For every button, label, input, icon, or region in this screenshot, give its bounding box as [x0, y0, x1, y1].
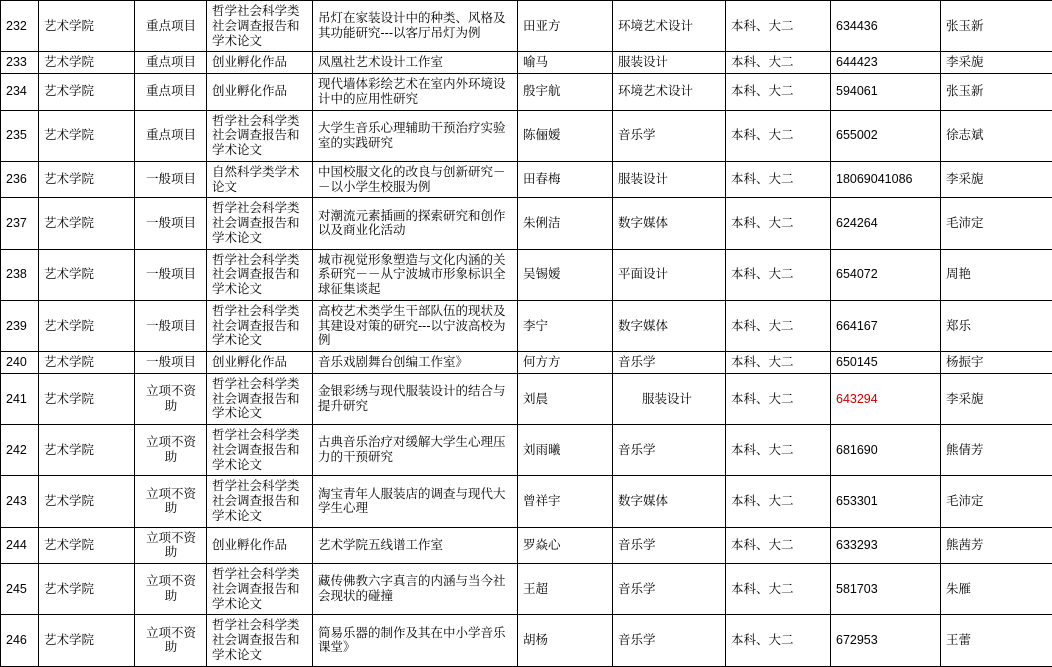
cell-grade: 本科、大二: [726, 527, 831, 564]
cell-project-type: 立项不资助: [135, 425, 207, 476]
cell-grade: 本科、大二: [726, 110, 831, 161]
cell-project-title: 凤凰社艺术设计工作室: [313, 52, 518, 74]
table-row: [1, 352, 1052, 374]
cell-project-title: 高校艺术类学生干部队伍的现状及其建设对策的研究---以宁波高校为例: [313, 300, 518, 351]
cell-major: 服装设计: [613, 373, 726, 424]
cell-project-title: 金银彩绣与现代服装设计的结合与提升研究: [313, 373, 518, 424]
table-row: [1, 425, 1052, 476]
cell-leader: 刘雨曦: [518, 425, 613, 476]
cell-major: 数字媒体: [613, 300, 726, 351]
cell-tutor: 王蕾: [941, 615, 1052, 666]
cell-grade: 本科、大二: [726, 300, 831, 351]
cell-college: 艺术学院: [39, 352, 135, 374]
cell-project-title: 城市视觉形象塑造与文化内涵的关系研究－－从宁波城市形象标识全球征集谈起: [313, 249, 518, 300]
cell-project-category: 哲学社会科学类社会调查报告和学术论文: [207, 1, 313, 52]
cell-leader: 王超: [518, 564, 613, 615]
cell-tutor: 毛沛定: [941, 476, 1052, 527]
cell-project-category: 哲学社会科学类社会调查报告和学术论文: [207, 564, 313, 615]
cell-phone: 624264: [831, 198, 941, 249]
cell-project-category: 哲学社会科学类社会调查报告和学术论文: [207, 110, 313, 161]
cell-leader: 吴锡嫒: [518, 249, 613, 300]
cell-serial-number: 242: [1, 425, 39, 476]
cell-phone: 643294: [831, 373, 941, 424]
cell-phone: 633293: [831, 527, 941, 564]
cell-college: 艺术学院: [39, 1, 135, 52]
cell-college: 艺术学院: [39, 373, 135, 424]
cell-project-type: 一般项目: [135, 352, 207, 374]
cell-leader: 何方方: [518, 352, 613, 374]
table-row: [1, 74, 1052, 111]
cell-tutor: 李采旎: [941, 52, 1052, 74]
cell-major: 数字媒体: [613, 198, 726, 249]
cell-leader: 田春梅: [518, 161, 613, 198]
cell-tutor: 张玉新: [941, 1, 1052, 52]
table-row: [1, 373, 1052, 424]
cell-grade: 本科、大二: [726, 425, 831, 476]
cell-serial-number: 244: [1, 527, 39, 564]
cell-major: 环境艺术设计: [613, 1, 726, 52]
cell-project-category: 哲学社会科学类社会调查报告和学术论文: [207, 198, 313, 249]
cell-tutor: 郑乐: [941, 300, 1052, 351]
table-row: [1, 198, 1052, 249]
cell-project-type: 重点项目: [135, 74, 207, 111]
cell-grade: 本科、大二: [726, 615, 831, 666]
cell-project-type: 重点项目: [135, 52, 207, 74]
cell-leader: 田亚方: [518, 1, 613, 52]
cell-tutor: 周艳: [941, 249, 1052, 300]
cell-project-category: 哲学社会科学类社会调查报告和学术论文: [207, 373, 313, 424]
cell-serial-number: 237: [1, 198, 39, 249]
cell-college: 艺术学院: [39, 527, 135, 564]
cell-project-title: 现代墙体彩绘艺术在室内外环境设计中的应用性研究: [313, 74, 518, 111]
cell-serial-number: 232: [1, 1, 39, 52]
cell-project-type: 立项不资助: [135, 373, 207, 424]
cell-phone: 654072: [831, 249, 941, 300]
table-row: [1, 249, 1052, 300]
cell-phone: 594061: [831, 74, 941, 111]
cell-major: 音乐学: [613, 110, 726, 161]
cell-grade: 本科、大二: [726, 1, 831, 52]
cell-serial-number: 241: [1, 373, 39, 424]
cell-major: 音乐学: [613, 425, 726, 476]
table-row: [1, 615, 1052, 666]
cell-project-category: 自然科学类学术论文: [207, 161, 313, 198]
cell-serial-number: 235: [1, 110, 39, 161]
cell-project-category: 哲学社会科学类社会调查报告和学术论文: [207, 249, 313, 300]
table-row: [1, 300, 1052, 351]
cell-project-category: 哲学社会科学类社会调查报告和学术论文: [207, 300, 313, 351]
cell-leader: 朱俐洁: [518, 198, 613, 249]
cell-phone: 644423: [831, 52, 941, 74]
cell-college: 艺术学院: [39, 161, 135, 198]
cell-tutor: 熊倩芳: [941, 425, 1052, 476]
cell-major: 音乐学: [613, 615, 726, 666]
cell-project-type: 一般项目: [135, 249, 207, 300]
cell-project-type: 立项不资助: [135, 476, 207, 527]
cell-college: 艺术学院: [39, 300, 135, 351]
cell-phone: 650145: [831, 352, 941, 374]
table-row: [1, 564, 1052, 615]
cell-major: 数字媒体: [613, 476, 726, 527]
cell-project-category: 创业孵化作品: [207, 52, 313, 74]
cell-grade: 本科、大二: [726, 373, 831, 424]
cell-major: 服装设计: [613, 52, 726, 74]
cell-phone: 672953: [831, 615, 941, 666]
cell-tutor: 李采旎: [941, 373, 1052, 424]
cell-project-title: 古典音乐治疗对缓解大学生心理压力的干预研究: [313, 425, 518, 476]
cell-project-type: 立项不资助: [135, 615, 207, 666]
cell-tutor: 朱雁: [941, 564, 1052, 615]
cell-grade: 本科、大二: [726, 161, 831, 198]
cell-college: 艺术学院: [39, 564, 135, 615]
cell-serial-number: 243: [1, 476, 39, 527]
cell-leader: 李宁: [518, 300, 613, 351]
cell-serial-number: 246: [1, 615, 39, 666]
cell-serial-number: 236: [1, 161, 39, 198]
cell-grade: 本科、大二: [726, 52, 831, 74]
table-row: [1, 1, 1052, 52]
cell-project-category: 哲学社会科学类社会调查报告和学术论文: [207, 425, 313, 476]
cell-college: 艺术学院: [39, 52, 135, 74]
cell-project-type: 立项不资助: [135, 564, 207, 615]
cell-project-type: 一般项目: [135, 161, 207, 198]
cell-project-type: 重点项目: [135, 110, 207, 161]
cell-college: 艺术学院: [39, 198, 135, 249]
cell-college: 艺术学院: [39, 249, 135, 300]
cell-grade: 本科、大二: [726, 352, 831, 374]
table-row: [1, 527, 1052, 564]
cell-project-title: 中国校服文化的改良与创新研究－－以小学生校服为例: [313, 161, 518, 198]
table-body: [1, 1, 1052, 667]
cell-serial-number: 238: [1, 249, 39, 300]
cell-grade: 本科、大二: [726, 476, 831, 527]
cell-project-type: 立项不资助: [135, 527, 207, 564]
cell-serial-number: 234: [1, 74, 39, 111]
cell-phone: 681690: [831, 425, 941, 476]
cell-leader: 刘晨: [518, 373, 613, 424]
cell-phone: 653301: [831, 476, 941, 527]
cell-serial-number: 245: [1, 564, 39, 615]
cell-phone: 18069041086: [831, 161, 941, 198]
cell-leader: 胡杨: [518, 615, 613, 666]
cell-grade: 本科、大二: [726, 198, 831, 249]
table-row: [1, 110, 1052, 161]
cell-tutor: 张玉新: [941, 74, 1052, 111]
cell-project-title: 吊灯在家装设计中的种类、风格及其功能研究---以客厅吊灯为例: [313, 1, 518, 52]
cell-project-category: 创业孵化作品: [207, 74, 313, 111]
cell-project-title: 简易乐器的制作及其在中小学音乐课堂》: [313, 615, 518, 666]
table-row: [1, 161, 1052, 198]
cell-project-category: 创业孵化作品: [207, 527, 313, 564]
cell-serial-number: 233: [1, 52, 39, 74]
cell-grade: 本科、大二: [726, 249, 831, 300]
cell-project-category: 哲学社会科学类社会调查报告和学术论文: [207, 476, 313, 527]
cell-tutor: 徐志斌: [941, 110, 1052, 161]
cell-tutor: 毛沛定: [941, 198, 1052, 249]
cell-project-title: 音乐戏剧舞台创编工作室》: [313, 352, 518, 374]
cell-tutor: 李采旎: [941, 161, 1052, 198]
cell-project-type: 一般项目: [135, 198, 207, 249]
cell-major: 音乐学: [613, 352, 726, 374]
cell-project-category: 哲学社会科学类社会调查报告和学术论文: [207, 615, 313, 666]
cell-grade: 本科、大二: [726, 74, 831, 111]
cell-phone: 634436: [831, 1, 941, 52]
cell-phone: 655002: [831, 110, 941, 161]
cell-serial-number: 239: [1, 300, 39, 351]
cell-leader: 曾祥宇: [518, 476, 613, 527]
cell-project-title: 艺术学院五线谱工作室: [313, 527, 518, 564]
cell-project-title: 藏传佛教六字真言的内涵与当今社会现状的碰撞: [313, 564, 518, 615]
cell-college: 艺术学院: [39, 476, 135, 527]
cell-project-title: 淘宝青年人服装店的调查与现代大学生心理: [313, 476, 518, 527]
cell-project-type: 一般项目: [135, 300, 207, 351]
cell-serial-number: 240: [1, 352, 39, 374]
cell-leader: 罗焱心: [518, 527, 613, 564]
table-row: [1, 52, 1052, 74]
cell-college: 艺术学院: [39, 615, 135, 666]
cell-project-title: 对潮流元素插画的探索研究和创作以及商业化活动: [313, 198, 518, 249]
cell-project-type: 重点项目: [135, 1, 207, 52]
cell-leader: 殷宇航: [518, 74, 613, 111]
cell-tutor: 熊茜芳: [941, 527, 1052, 564]
cell-project-title: 大学生音乐心理辅助干预治疗实验室的实践研究: [313, 110, 518, 161]
cell-college: 艺术学院: [39, 74, 135, 111]
cell-major: 平面设计: [613, 249, 726, 300]
cell-major: 服装设计: [613, 161, 726, 198]
cell-project-category: 创业孵化作品: [207, 352, 313, 374]
cell-grade: 本科、大二: [726, 564, 831, 615]
cell-phone: 581703: [831, 564, 941, 615]
cell-college: 艺术学院: [39, 425, 135, 476]
cell-tutor: 杨振宇: [941, 352, 1052, 374]
cell-leader: 喻马: [518, 52, 613, 74]
cell-major: 环境艺术设计: [613, 74, 726, 111]
cell-major: 音乐学: [613, 527, 726, 564]
cell-phone: 664167: [831, 300, 941, 351]
cell-major: 音乐学: [613, 564, 726, 615]
table-row: [1, 476, 1052, 527]
cell-leader: 陈俪嫒: [518, 110, 613, 161]
cell-college: 艺术学院: [39, 110, 135, 161]
